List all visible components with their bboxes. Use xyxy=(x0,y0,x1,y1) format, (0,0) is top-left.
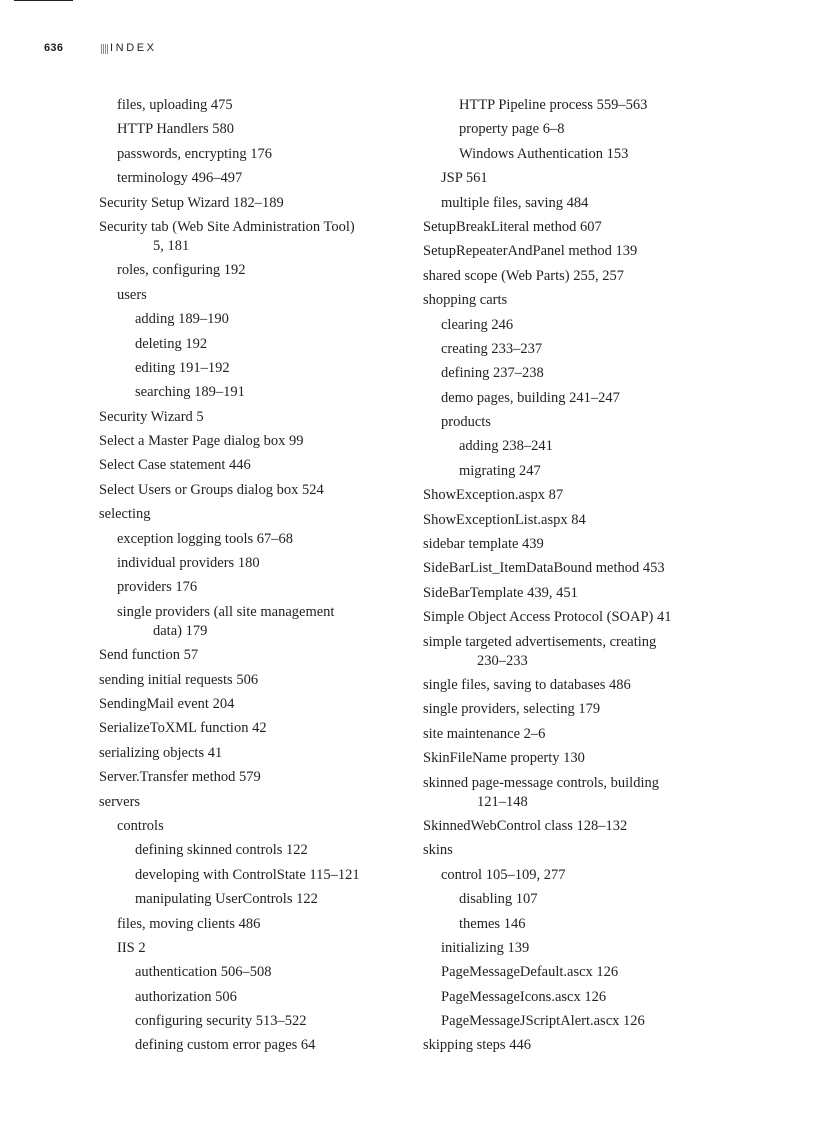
top-rule xyxy=(14,0,73,1)
index-entry-text: searching 189–191 xyxy=(135,384,245,401)
index-entry xyxy=(99,578,399,597)
index-entry xyxy=(423,774,723,812)
index-entry xyxy=(423,584,723,603)
index-entry xyxy=(99,408,399,427)
index-entry-continuation: 121–148 xyxy=(477,793,528,810)
index-entry xyxy=(99,194,399,213)
index-entry xyxy=(99,841,399,860)
index-entry-text: manipulating UserControls 122 xyxy=(135,891,318,908)
index-entry-text: servers xyxy=(99,793,141,810)
index-entry-text: PageMessageIcons.ascx 126 xyxy=(441,988,607,1005)
index-entry xyxy=(423,145,723,164)
index-entry-text: configuring security 513–522 xyxy=(135,1013,307,1030)
index-entry xyxy=(99,719,399,738)
index-entry-text: demo pages, building 241–247 xyxy=(441,389,620,406)
index-entry-text: JSP 561 xyxy=(441,170,488,187)
index-entry-text: editing 191–192 xyxy=(135,359,230,376)
index-entry xyxy=(99,671,399,690)
index-entry-text: exception logging tools 67–68 xyxy=(117,530,293,547)
index-entry-text: PageMessageJScriptAlert.ascx 126 xyxy=(441,1013,645,1030)
index-entry xyxy=(99,96,399,115)
index-entry-text: products xyxy=(441,414,491,431)
index-entry xyxy=(423,242,723,261)
index-entry xyxy=(99,286,399,305)
index-entry-text: SendingMail event 204 xyxy=(99,695,235,712)
index-entry-text: single files, saving to databases 486 xyxy=(423,676,631,693)
index-entry-text: ShowExceptionList.aspx 84 xyxy=(423,511,586,528)
index-entry xyxy=(99,603,399,641)
index-entry xyxy=(423,676,723,695)
index-entry-text: adding 238–241 xyxy=(459,438,553,455)
index-entry xyxy=(423,700,723,719)
index-entry xyxy=(423,218,723,237)
index-column-left xyxy=(99,96,399,1061)
index-entry-text: SideBarList_ItemDataBound method 453 xyxy=(423,560,665,577)
index-entry-text: Select a Master Page dialog box 99 xyxy=(99,433,304,450)
index-entry-text: defining 237–238 xyxy=(441,365,544,382)
index-entry xyxy=(423,608,723,627)
index-entry xyxy=(99,335,399,354)
index-entry-text: HTTP Pipeline process 559–563 xyxy=(459,97,648,113)
index-entry xyxy=(99,120,399,139)
index-entry xyxy=(99,793,399,812)
index-entry xyxy=(423,939,723,958)
index-entry-text: selecting xyxy=(99,506,151,523)
index-entry xyxy=(423,267,723,286)
index-entry xyxy=(423,725,723,744)
index-entry-text: migrating 247 xyxy=(459,462,541,479)
index-entry-text: Windows Authentication 153 xyxy=(459,145,629,162)
index-entry xyxy=(423,486,723,505)
index-entry-text: files, moving clients 486 xyxy=(117,915,261,932)
page-number: 636 xyxy=(44,42,64,54)
index-entry xyxy=(423,511,723,530)
index-entry xyxy=(423,841,723,860)
index-entry xyxy=(99,915,399,934)
index-entry-text: defining skinned controls 122 xyxy=(135,842,308,859)
index-entry xyxy=(99,310,399,329)
index-entry-continuation: 5, 181 xyxy=(153,237,190,254)
index-entry-text: Security tab (Web Site Administration Tool) xyxy=(99,218,355,235)
index-entry xyxy=(99,890,399,909)
index-entry-text: single providers, selecting 179 xyxy=(423,701,601,718)
index-entry-text: authentication 506–508 xyxy=(135,964,272,981)
index-entry xyxy=(99,963,399,982)
index-entry xyxy=(423,963,723,982)
index-entry xyxy=(99,817,399,836)
index-entry-text: shopping carts xyxy=(423,292,508,309)
index-entry-text: HTTP Handlers 580 xyxy=(117,121,235,138)
index-entry xyxy=(423,866,723,885)
index-entry-text: Simple Object Access Protocol (SOAP) 41 xyxy=(423,609,672,626)
index-entry xyxy=(99,169,399,188)
index-entry xyxy=(99,866,399,885)
index-entry-text: SetupBreakLiteral method 607 xyxy=(423,218,602,235)
index-entry xyxy=(99,1036,399,1055)
index-entry xyxy=(99,456,399,475)
index-entry xyxy=(99,554,399,573)
index-entry-text: files, uploading 475 xyxy=(117,97,233,113)
index-entry xyxy=(99,383,399,402)
index-entry-text: skinned page-message controls, building xyxy=(423,774,659,791)
index-entry-text: property page 6–8 xyxy=(459,121,565,138)
index-entry xyxy=(423,291,723,310)
index-column-right xyxy=(423,96,723,1061)
index-entry xyxy=(99,1012,399,1031)
index-entry-text: users xyxy=(117,286,147,303)
index-entry-text: SerializeToXML function 42 xyxy=(99,720,267,737)
index-entry xyxy=(423,413,723,432)
index-entry xyxy=(423,462,723,481)
index-entry xyxy=(423,120,723,139)
index-entry xyxy=(423,316,723,335)
index-entry xyxy=(423,890,723,909)
index-entry xyxy=(99,145,399,164)
index-entry-text: developing with ControlState 115–121 xyxy=(135,866,360,883)
index-entry-text: initializing 139 xyxy=(441,939,530,956)
index-entry-text: Server.Transfer method 579 xyxy=(99,769,261,786)
index-entry xyxy=(423,437,723,456)
index-entry xyxy=(423,633,723,671)
index-entry xyxy=(423,364,723,383)
index-entry-text: themes 146 xyxy=(459,915,526,932)
index-entry-text: control 105–109, 277 xyxy=(441,866,566,883)
index-entry-text: Security Wizard 5 xyxy=(99,408,204,425)
index-entry-text: skipping steps 446 xyxy=(423,1037,531,1054)
index-entry-text: defining custom error pages 64 xyxy=(135,1037,316,1054)
index-entry-text: Security Setup Wizard 182–189 xyxy=(99,194,284,211)
index-entry-text: disabling 107 xyxy=(459,891,538,908)
index-entry xyxy=(99,646,399,665)
index-entry-text: Select Case statement 446 xyxy=(99,457,251,474)
index-entry-text: simple targeted advertisements, creating xyxy=(423,633,657,650)
index-entry xyxy=(99,218,399,256)
index-entry xyxy=(99,530,399,549)
index-entry xyxy=(99,261,399,280)
index-entry xyxy=(423,96,723,115)
index-entry-text: adding 189–190 xyxy=(135,311,229,328)
index-entry-text: multiple files, saving 484 xyxy=(441,194,589,211)
index-entry-text: Select Users or Groups dialog box 524 xyxy=(99,481,324,498)
index-entry-text: sidebar template 439 xyxy=(423,536,544,553)
index-entry xyxy=(423,915,723,934)
index-entry-text: providers 176 xyxy=(117,579,198,596)
index-entry-text: deleting 192 xyxy=(135,335,208,352)
index-entry-text: individual providers 180 xyxy=(117,555,260,572)
index-entry xyxy=(423,559,723,578)
index-entry-text: shared scope (Web Parts) 255, 257 xyxy=(423,267,624,284)
index-entry-text: clearing 246 xyxy=(441,316,514,333)
index-entry xyxy=(423,535,723,554)
index-entry xyxy=(423,1012,723,1031)
index-entry xyxy=(423,1036,723,1055)
index-entry-text: skins xyxy=(423,842,453,859)
index-entry-text: serializing objects 41 xyxy=(99,744,223,761)
index-entry-text: roles, configuring 192 xyxy=(117,262,246,279)
index-entry xyxy=(99,695,399,714)
running-header: INDEX xyxy=(110,42,157,54)
index-entry-text: passwords, encrypting 176 xyxy=(117,145,273,162)
index-entry-text: SkinFileName property 130 xyxy=(423,750,585,767)
index-entry-text: IIS 2 xyxy=(117,939,146,956)
index-entry xyxy=(99,939,399,958)
index-entry xyxy=(99,744,399,763)
index-entry xyxy=(423,194,723,213)
index-entry-text: Send function 57 xyxy=(99,647,199,664)
index-entry xyxy=(99,505,399,524)
index-entry xyxy=(423,389,723,408)
index-entry xyxy=(99,988,399,1007)
index-entry-text: terminology 496–497 xyxy=(117,170,243,187)
index-entry xyxy=(99,768,399,787)
index-entry-text: sending initial requests 506 xyxy=(99,671,259,688)
index-entry-text: site maintenance 2–6 xyxy=(423,725,546,742)
index-entry-continuation: 230–233 xyxy=(477,652,528,669)
index-entry-text: single providers (all site management xyxy=(117,603,335,620)
index-entry-text: SetupRepeaterAndPanel method 139 xyxy=(423,243,638,260)
index-entry-text: PageMessageDefault.ascx 126 xyxy=(441,964,619,981)
index-entry xyxy=(423,749,723,768)
index-entry xyxy=(99,432,399,451)
index-entry-text: SkinnedWebControl class 128–132 xyxy=(423,817,628,834)
index-entry-text: creating 233–237 xyxy=(441,340,543,357)
index-entry-text: controls xyxy=(117,817,164,834)
index-entry-text: SideBarTemplate 439, 451 xyxy=(423,584,578,601)
index-entry xyxy=(423,988,723,1007)
index-entry xyxy=(423,169,723,188)
index-entry xyxy=(423,817,723,836)
index-entry xyxy=(99,481,399,500)
header-marker xyxy=(101,44,108,54)
index-entry xyxy=(423,340,723,359)
index-entry-continuation: data) 179 xyxy=(153,622,208,639)
index-entry-text: ShowException.aspx 87 xyxy=(423,487,564,504)
index-entry xyxy=(99,359,399,378)
index-entry-text: authorization 506 xyxy=(135,988,237,1005)
